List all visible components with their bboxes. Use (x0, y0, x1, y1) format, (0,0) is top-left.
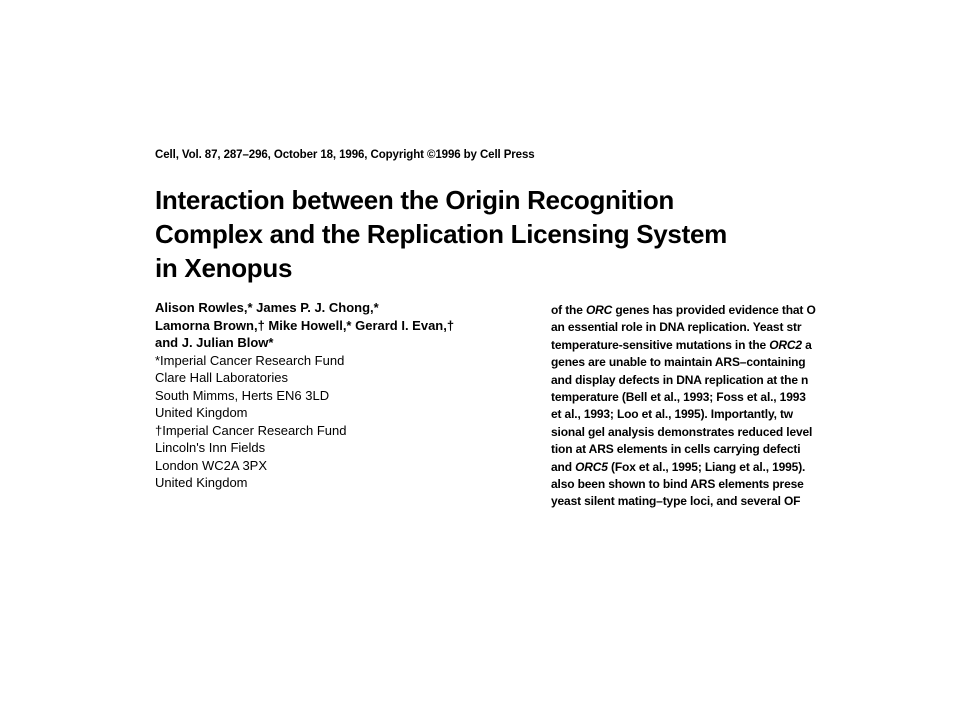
body-line: genes are unable to maintain ARS–containing (551, 355, 806, 370)
body-line: et al., 1993; Loo et al., 1995). Importantly, tw (551, 407, 793, 422)
body-text-segment: temperature-sensitive mutations in the (551, 337, 770, 352)
body-line: also been shown to bind ARS elements prese (551, 477, 804, 492)
gene-name: ORC (585, 303, 613, 317)
author-line: Lamorna Brown,† Mike Howell,* Gerard I. Evan,† (155, 317, 455, 333)
article-title (155, 183, 727, 285)
body-line: and display defects in DNA replication at the n (551, 372, 809, 387)
affiliation-line: United Kingdom (155, 475, 248, 490)
gene-name: ORC5 (575, 459, 608, 474)
author-block (155, 299, 454, 492)
gene-name: ORC2 (769, 337, 802, 352)
title-line: in Xenopus (155, 253, 293, 283)
author-line: and J. Julian Blow* (155, 335, 274, 350)
body-line (551, 337, 816, 354)
affiliation-line: South Mimms, Herts EN6 3LD (155, 387, 330, 403)
body-line: sional gel analysis demonstrates reduced level (551, 424, 813, 439)
body-text-segment: of the (551, 303, 586, 317)
body-line: tion at ARS elements in cells carrying defecti (551, 442, 801, 457)
affiliation-line: United Kingdom (155, 405, 248, 420)
affiliation-line: †Imperial Cancer Research Fund (155, 422, 347, 438)
body-text-segment: and (551, 459, 576, 474)
affiliation-line: *Imperial Cancer Research Fund (155, 352, 345, 368)
body-text-segment: (Fox et al., 1995; Liang et al., 1995). (607, 459, 806, 474)
author-line: Alison Rowles,* James P. J. Chong,* (155, 300, 379, 315)
body-text-segment: a (801, 337, 812, 352)
body-line (551, 302, 816, 319)
body-line (551, 459, 816, 476)
affiliation-line: London WC2A 3PX (155, 457, 268, 473)
body-line: temperature (Bell et al., 1993; Foss et al., 1993 (551, 390, 806, 405)
affiliation-line: Clare Hall Laboratories (155, 370, 288, 385)
body-column (551, 302, 816, 511)
affiliation-line: Lincoln's Inn Fields (155, 440, 266, 455)
body-line: an essential role in DNA replication. Yeast str (551, 320, 802, 335)
title-line: Complex and the Replication Licensing System (155, 219, 727, 249)
body-text-segment: genes has provided evidence that O (612, 303, 816, 317)
title-line: Interaction between the Origin Recognition (155, 185, 674, 215)
journal-citation: Cell, Vol. 87, 287–296, October 18, 1996, Copyright ©1996 by Cell Press (155, 149, 535, 161)
body-line: yeast silent mating–type loci, and several OF (551, 494, 801, 509)
